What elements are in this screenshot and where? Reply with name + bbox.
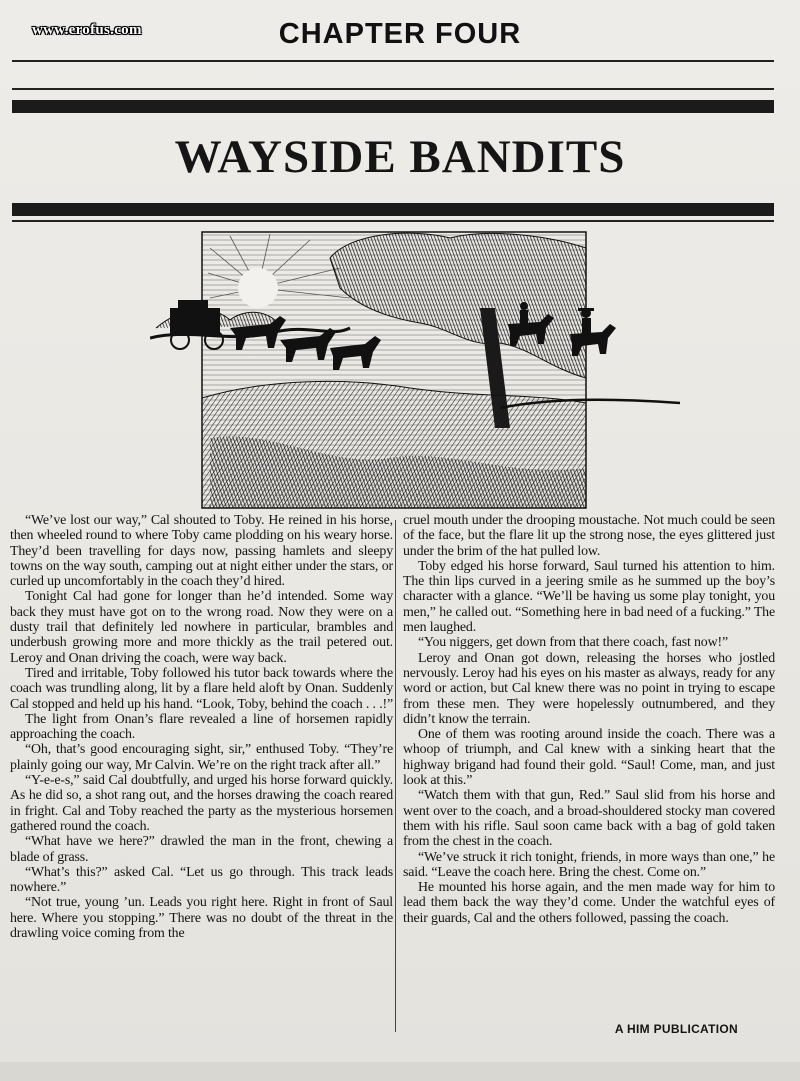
stagecoach-riders-engraving-icon xyxy=(150,228,690,514)
paragraph: Toby edged his horse forward, Saul turned his attention to him. The thin lips curved in a jeering smile as he summed up the boy’s character with a glance. “We’ll be having us some play tonight, you men,” he called out. “Something here in bad need of a fucking.” The men laughed. xyxy=(403,558,775,636)
paragraph: “Not true, young ’un. Leads you right here. Right in front of Saul here. Where you stopping.” There was no doubt of the threat in the drawling voice coming from the xyxy=(10,895,393,942)
paragraph: One of them was rooting around inside the coach. There was a whoop of triumph, and Cal knew with a sinking heart that the highway brigand had found their gold. “Saul! Come, man, and just look at this.” xyxy=(403,727,775,789)
paragraph: “What’s this?” asked Cal. “Let us go through. This track leads nowhere.” xyxy=(10,864,393,896)
paragraph: “We’ve lost our way,” Cal shouted to Toby. He reined in his horse, then wheeled round to where Toby came plodding on his weary horse. They’d been travelling for days now, passing hamlets and sleepy towns on the way south, camping out at night either under the stars, or curled up uncomfortably in the coach they’d hired. xyxy=(10,513,393,590)
paragraph: The light from Onan’s flare revealed a line of horsemen rapidly approaching the coach. xyxy=(10,711,393,743)
chapter-heading: CHAPTER FOUR xyxy=(278,18,522,50)
page-bottom-edge xyxy=(0,1062,800,1081)
paragraph: “You niggers, get down from that there coach, fast now!” xyxy=(418,635,728,651)
paragraph-continuation: cruel mouth under the drooping moustache. Not much could be seen of the face, but the flare lit up the strong nose, the eyes glittered just under the brim of the hat pulled low. xyxy=(403,513,775,559)
paragraph: “We’ve struck it rich tonight, friends, in more ways than one,” he said. “Leave the coach here. Bring the chest. Come on.” xyxy=(403,849,775,880)
paragraph: “Watch them with that gun, Red.” Saul slid from his horse and went over to the coach, and a broad-shouldered stocky man covered them with his rifle. Saul soon came back with a bag of gold taken from the chest in the coach. xyxy=(403,788,775,850)
sun xyxy=(238,268,278,308)
column-divider xyxy=(395,520,396,1032)
rule-thick-bottom xyxy=(12,203,774,216)
right-text-column xyxy=(403,513,775,926)
paragraph: He mounted his horse again, and the men made way for him to lead them back the way they’d come. Under the watchful eyes of their guards, Cal and the others followed, passing the coach. xyxy=(403,880,775,926)
watermark: www.erofus.com xyxy=(32,22,142,38)
left-text-column xyxy=(10,513,393,941)
paragraph: Tonight Cal had gone for longer than he’d intended. Some way back they must have got on to the wrong road. Now they were on a dusty trail that definitely led nowhere in particular, brambles and underbush growing more and more thickly as the trail petered out. Leroy and Onan driving the coach, were way back. xyxy=(10,589,393,666)
paragraph: “What have we here?” drawled the man in the front, chewing a blade of grass. xyxy=(10,834,393,865)
rule-thin-2 xyxy=(12,88,774,90)
story-title: WAYSIDE BANDITS xyxy=(174,131,626,183)
paragraph: Leroy and Onan got down, releasing the horses who jostled nervously. Leroy had his eyes on his master as always, ready for any word or action, but Cal knew there was no point in trying to escape from these men. They were hopelessly outnumbered, and they didn’t know the terrain. xyxy=(403,650,775,727)
paragraph: “Oh, that’s good encouraging sight, sir,” enthused Toby. “They’re plainly going our way, Mr Calvin. We’re on the right track after all.” xyxy=(10,742,393,773)
paragraph: Tired and irritable, Toby followed his tutor back towards where the coach was trundling along, lit by a flare held aloft by Onan. Suddenly Cal stopped and held up his hand. “Look, Toby, behind the coach . . .!” xyxy=(10,665,394,712)
rule-thick-top xyxy=(12,100,774,113)
rule-top-thin xyxy=(12,60,774,62)
publisher-footer: A HIM PUBLICATION xyxy=(614,1022,738,1036)
rule-bottom-thin xyxy=(12,220,774,222)
paragraph: “Y-e-e-s,” said Cal doubtfully, and urged his horse forward quickly. As he did so, a shot rang out, and the horses drawing the coach reared in fright. Cal and Toby reached the party as the mysterious horsemen gathered round the coach. xyxy=(10,773,393,834)
